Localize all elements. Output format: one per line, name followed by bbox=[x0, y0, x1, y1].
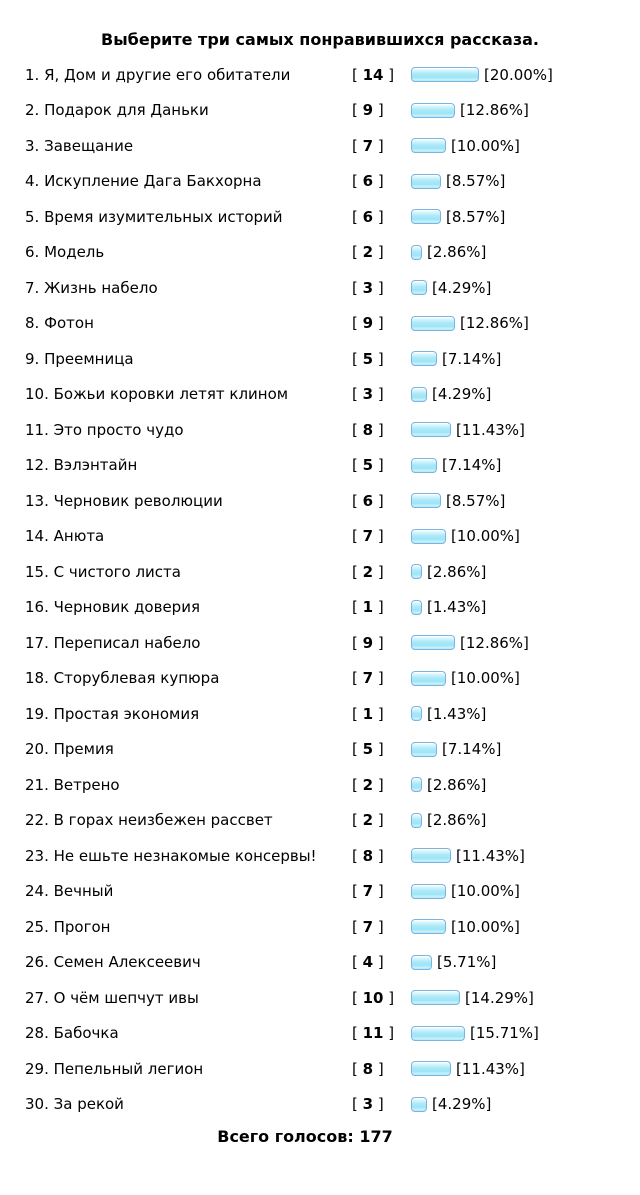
item-label: 13. Черновик революции bbox=[25, 491, 223, 510]
bracket-close: ] bbox=[373, 740, 384, 759]
poll-row bbox=[0, 554, 640, 590]
item-label: 17. Переписал набело bbox=[25, 633, 201, 652]
votes-number: 6 bbox=[362, 207, 374, 226]
poll-row bbox=[0, 199, 640, 235]
votes-number: 7 bbox=[362, 917, 374, 936]
bracket-close: ] bbox=[373, 1095, 384, 1114]
poll-row bbox=[0, 164, 640, 200]
bracket-close: ] bbox=[373, 882, 384, 901]
vote-bar bbox=[411, 1097, 427, 1112]
bracket-close: ] bbox=[373, 349, 384, 368]
bracket-close: ] bbox=[373, 846, 384, 865]
poll-row bbox=[0, 412, 640, 448]
item-votes bbox=[352, 740, 411, 758]
votes-number: 9 bbox=[362, 314, 374, 333]
bracket-open: [ bbox=[352, 1024, 363, 1043]
votes-number: 2 bbox=[362, 243, 374, 262]
item-votes bbox=[352, 669, 411, 687]
item-percent: [2.86%] bbox=[427, 243, 487, 262]
item-percent: [2.86%] bbox=[427, 562, 487, 581]
item-percent: [12.86%] bbox=[460, 314, 529, 333]
bracket-open: [ bbox=[352, 1059, 363, 1078]
vote-bar bbox=[411, 422, 451, 437]
vote-bar bbox=[411, 174, 441, 189]
item-label: 12. Вэлэнтайн bbox=[25, 456, 138, 475]
votes-number: 3 bbox=[362, 278, 374, 297]
bracket-close: ] bbox=[373, 207, 384, 226]
poll-row bbox=[0, 483, 640, 519]
item-votes bbox=[352, 350, 411, 368]
vote-bar bbox=[411, 103, 455, 118]
item-votes bbox=[352, 776, 411, 794]
bracket-open: [ bbox=[352, 775, 363, 794]
vote-bar bbox=[411, 493, 441, 508]
poll-row bbox=[0, 448, 640, 484]
item-label: 10. Божьи коровки летят клином bbox=[25, 385, 289, 404]
bracket-close: ] bbox=[373, 917, 384, 936]
votes-number: 2 bbox=[362, 811, 374, 830]
item-percent: [7.14%] bbox=[442, 740, 502, 759]
item-votes bbox=[352, 989, 411, 1007]
item-label: 2. Подарок для Даньки bbox=[25, 101, 209, 120]
item-votes bbox=[352, 847, 411, 865]
item-label: 24. Вечный bbox=[25, 882, 114, 901]
item-percent: [7.14%] bbox=[442, 349, 502, 368]
bracket-open: [ bbox=[352, 953, 363, 972]
item-label: 7. Жизнь набело bbox=[25, 278, 158, 297]
item-percent: [10.00%] bbox=[451, 917, 520, 936]
bracket-close: ] bbox=[373, 1059, 384, 1078]
poll-row bbox=[0, 57, 640, 93]
item-label: 22. В горах неизбежен рассвет bbox=[25, 811, 273, 830]
vote-bar bbox=[411, 600, 422, 615]
item-percent: [5.71%] bbox=[437, 953, 497, 972]
bracket-open: [ bbox=[352, 420, 363, 439]
bracket-close: ] bbox=[373, 385, 384, 404]
poll-row bbox=[0, 661, 640, 697]
item-label: 18. Сторублевая купюра bbox=[25, 669, 220, 688]
item-votes bbox=[352, 563, 411, 581]
item-votes bbox=[352, 66, 411, 84]
bracket-open: [ bbox=[352, 349, 363, 368]
votes-number: 6 bbox=[362, 172, 374, 191]
vote-bar bbox=[411, 245, 422, 260]
bracket-open: [ bbox=[352, 633, 363, 652]
bracket-close: ] bbox=[373, 456, 384, 475]
votes-number: 2 bbox=[362, 775, 374, 794]
item-percent: [4.29%] bbox=[432, 278, 492, 297]
poll-row bbox=[0, 93, 640, 129]
bracket-close: ] bbox=[383, 988, 395, 1007]
bracket-close: ] bbox=[373, 704, 384, 723]
votes-number: 5 bbox=[362, 456, 374, 475]
bracket-open: [ bbox=[352, 988, 363, 1007]
bracket-open: [ bbox=[352, 101, 363, 120]
bracket-open: [ bbox=[352, 846, 363, 865]
poll-row bbox=[0, 1087, 640, 1123]
votes-number: 7 bbox=[362, 527, 374, 546]
item-votes bbox=[352, 385, 411, 403]
item-label: 25. Прогон bbox=[25, 917, 111, 936]
bracket-close: ] bbox=[373, 598, 384, 617]
votes-number: 10 bbox=[362, 988, 384, 1007]
item-votes bbox=[352, 1024, 411, 1042]
votes-number: 14 bbox=[362, 65, 384, 84]
votes-number: 1 bbox=[362, 704, 374, 723]
bracket-open: [ bbox=[352, 527, 363, 546]
item-percent: [4.29%] bbox=[432, 385, 492, 404]
item-label: 27. О чём шепчут ивы bbox=[25, 988, 199, 1007]
bracket-open: [ bbox=[352, 917, 363, 936]
item-label: 11. Это просто чудо bbox=[25, 420, 184, 439]
votes-number: 8 bbox=[362, 420, 374, 439]
item-votes bbox=[352, 243, 411, 261]
vote-bar bbox=[411, 706, 422, 721]
bracket-open: [ bbox=[352, 562, 363, 581]
votes-number: 9 bbox=[362, 101, 374, 120]
item-percent: [11.43%] bbox=[456, 1059, 525, 1078]
item-votes bbox=[352, 882, 411, 900]
bracket-open: [ bbox=[352, 456, 363, 475]
vote-bar bbox=[411, 458, 437, 473]
item-votes bbox=[352, 421, 411, 439]
poll-row bbox=[0, 980, 640, 1016]
poll-row bbox=[0, 909, 640, 945]
item-votes bbox=[352, 953, 411, 971]
bracket-close: ] bbox=[373, 811, 384, 830]
item-percent: [8.57%] bbox=[446, 491, 506, 510]
item-label: 14. Анюта bbox=[25, 527, 105, 546]
votes-number: 6 bbox=[362, 491, 374, 510]
item-percent: [11.43%] bbox=[456, 420, 525, 439]
poll-row bbox=[0, 377, 640, 413]
vote-bar bbox=[411, 1061, 451, 1076]
votes-number: 7 bbox=[362, 882, 374, 901]
item-percent: [20.00%] bbox=[484, 65, 553, 84]
votes-number: 5 bbox=[362, 740, 374, 759]
item-percent: [8.57%] bbox=[446, 207, 506, 226]
poll-title: Выберите три самых понравившихся рассказа. bbox=[101, 30, 539, 49]
vote-bar bbox=[411, 848, 451, 863]
votes-number: 7 bbox=[362, 669, 374, 688]
vote-bar bbox=[411, 280, 427, 295]
item-percent: [10.00%] bbox=[451, 669, 520, 688]
vote-bar bbox=[411, 777, 422, 792]
bracket-close: ] bbox=[373, 953, 384, 972]
item-percent: [4.29%] bbox=[432, 1095, 492, 1114]
votes-number: 8 bbox=[362, 1059, 374, 1078]
item-label: 19. Простая экономия bbox=[25, 704, 200, 723]
poll-row bbox=[0, 1016, 640, 1052]
bracket-open: [ bbox=[352, 882, 363, 901]
poll-row bbox=[0, 767, 640, 803]
bracket-open: [ bbox=[352, 278, 363, 297]
item-votes bbox=[352, 705, 411, 723]
votes-number: 4 bbox=[362, 953, 374, 972]
votes-number: 2 bbox=[362, 562, 374, 581]
item-label: 15. С чистого листа bbox=[25, 562, 181, 581]
vote-bar bbox=[411, 884, 446, 899]
item-percent: [12.86%] bbox=[460, 633, 529, 652]
bracket-close: ] bbox=[373, 775, 384, 794]
bracket-close: ] bbox=[373, 172, 384, 191]
item-votes bbox=[352, 811, 411, 829]
bracket-close: ] bbox=[373, 278, 384, 297]
bracket-close: ] bbox=[373, 136, 384, 155]
bracket-close: ] bbox=[373, 633, 384, 652]
vote-bar bbox=[411, 1026, 465, 1041]
bracket-close: ] bbox=[373, 491, 384, 510]
poll-row bbox=[0, 341, 640, 377]
vote-bar bbox=[411, 671, 446, 686]
poll-row bbox=[0, 235, 640, 271]
bracket-open: [ bbox=[352, 811, 363, 830]
bracket-close: ] bbox=[373, 669, 384, 688]
votes-number: 1 bbox=[362, 598, 374, 617]
votes-number: 7 bbox=[362, 136, 374, 155]
item-votes bbox=[352, 172, 411, 190]
vote-bar bbox=[411, 635, 455, 650]
item-percent: [8.57%] bbox=[446, 172, 506, 191]
item-percent: [15.71%] bbox=[470, 1024, 539, 1043]
votes-number: 3 bbox=[362, 385, 374, 404]
bracket-close: ] bbox=[373, 314, 384, 333]
item-label: 8. Фотон bbox=[25, 314, 94, 333]
poll-row bbox=[0, 945, 640, 981]
item-percent: [1.43%] bbox=[427, 704, 487, 723]
bracket-open: [ bbox=[352, 669, 363, 688]
vote-bar bbox=[411, 316, 455, 331]
vote-bar bbox=[411, 919, 446, 934]
poll-row bbox=[0, 696, 640, 732]
item-label: 6. Модель bbox=[25, 243, 105, 262]
item-votes bbox=[352, 918, 411, 936]
bracket-close: ] bbox=[373, 420, 384, 439]
vote-bar bbox=[411, 564, 422, 579]
bracket-open: [ bbox=[352, 385, 363, 404]
bracket-open: [ bbox=[352, 172, 363, 191]
vote-bar bbox=[411, 67, 479, 82]
bracket-close: ] bbox=[373, 527, 384, 546]
votes-number: 3 bbox=[362, 1095, 374, 1114]
vote-bar bbox=[411, 955, 432, 970]
item-label: 1. Я, Дом и другие его обитатели bbox=[25, 65, 291, 84]
poll-row bbox=[0, 874, 640, 910]
item-label: 26. Семен Алексеевич bbox=[25, 953, 201, 972]
item-percent: [10.00%] bbox=[451, 136, 520, 155]
item-label: 9. Преемница bbox=[25, 349, 134, 368]
poll-row bbox=[0, 519, 640, 555]
item-votes bbox=[352, 527, 411, 545]
bracket-open: [ bbox=[352, 704, 363, 723]
bracket-open: [ bbox=[352, 1095, 363, 1114]
bracket-close: ] bbox=[383, 1024, 395, 1043]
item-percent: [12.86%] bbox=[460, 101, 529, 120]
bracket-open: [ bbox=[352, 314, 363, 333]
bracket-open: [ bbox=[352, 207, 363, 226]
poll-row bbox=[0, 1051, 640, 1087]
vote-bar bbox=[411, 990, 460, 1005]
bracket-open: [ bbox=[352, 65, 363, 84]
item-percent: [1.43%] bbox=[427, 598, 487, 617]
vote-bar bbox=[411, 138, 446, 153]
item-percent: [14.29%] bbox=[465, 988, 534, 1007]
item-percent: [2.86%] bbox=[427, 775, 487, 794]
poll-row bbox=[0, 803, 640, 839]
poll-row bbox=[0, 590, 640, 626]
bracket-open: [ bbox=[352, 136, 363, 155]
item-label: 23. Не ешьте незнакомые консервы! bbox=[25, 846, 317, 865]
poll-row bbox=[0, 270, 640, 306]
vote-bar bbox=[411, 209, 441, 224]
poll-list bbox=[0, 57, 640, 1122]
item-percent: [7.14%] bbox=[442, 456, 502, 475]
item-votes bbox=[352, 279, 411, 297]
item-votes bbox=[352, 634, 411, 652]
poll-row bbox=[0, 838, 640, 874]
vote-bar bbox=[411, 351, 437, 366]
item-label: 21. Ветрено bbox=[25, 775, 120, 794]
votes-number: 5 bbox=[362, 349, 374, 368]
item-percent: [10.00%] bbox=[451, 527, 520, 546]
item-votes bbox=[352, 598, 411, 616]
poll-row bbox=[0, 128, 640, 164]
vote-bar bbox=[411, 813, 422, 828]
bracket-close: ] bbox=[373, 243, 384, 262]
item-votes bbox=[352, 456, 411, 474]
votes-number: 9 bbox=[362, 633, 374, 652]
bracket-close: ] bbox=[373, 101, 384, 120]
item-percent: [10.00%] bbox=[451, 882, 520, 901]
item-votes bbox=[352, 1060, 411, 1078]
item-votes bbox=[352, 314, 411, 332]
item-label: 4. Искупление Дага Бакхорна bbox=[25, 172, 262, 191]
item-label: 16. Черновик доверия bbox=[25, 598, 200, 617]
bracket-open: [ bbox=[352, 740, 363, 759]
item-label: 29. Пепельный легион bbox=[25, 1059, 204, 1078]
item-votes bbox=[352, 208, 411, 226]
item-votes bbox=[352, 101, 411, 119]
votes-number: 8 bbox=[362, 846, 374, 865]
total-votes: Всего голосов: 177 bbox=[217, 1127, 393, 1146]
item-percent: [2.86%] bbox=[427, 811, 487, 830]
item-percent: [11.43%] bbox=[456, 846, 525, 865]
bracket-close: ] bbox=[373, 562, 384, 581]
votes-number: 11 bbox=[362, 1024, 384, 1043]
poll-row bbox=[0, 625, 640, 661]
item-votes bbox=[352, 492, 411, 510]
vote-bar bbox=[411, 387, 427, 402]
item-label: 30. За рекой bbox=[25, 1095, 124, 1114]
item-label: 5. Время изумительных историй bbox=[25, 207, 283, 226]
poll-row bbox=[0, 732, 640, 768]
item-votes bbox=[352, 1095, 411, 1113]
bracket-open: [ bbox=[352, 243, 363, 262]
poll-row bbox=[0, 306, 640, 342]
bracket-open: [ bbox=[352, 491, 363, 510]
item-label: 20. Премия bbox=[25, 740, 114, 759]
vote-bar bbox=[411, 742, 437, 757]
bracket-open: [ bbox=[352, 598, 363, 617]
bracket-close: ] bbox=[383, 65, 395, 84]
vote-bar bbox=[411, 529, 446, 544]
item-label: 28. Бабочка bbox=[25, 1024, 119, 1043]
item-label: 3. Завещание bbox=[25, 136, 134, 155]
item-votes bbox=[352, 137, 411, 155]
